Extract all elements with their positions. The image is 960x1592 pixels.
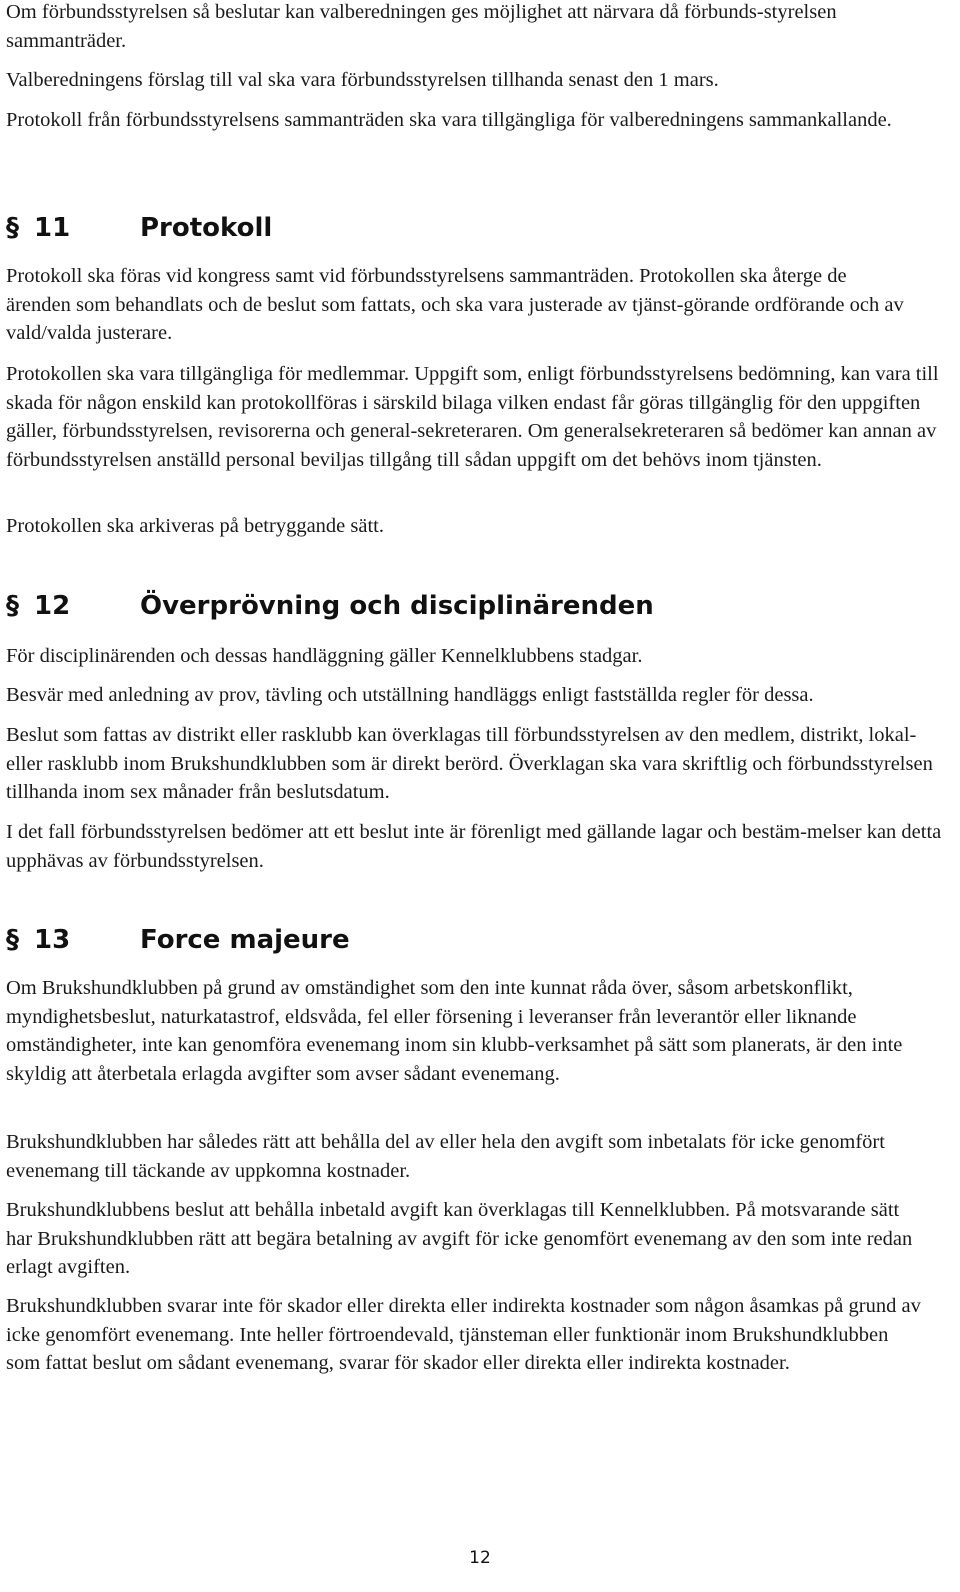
paragraph: Brukshundklubbens beslut att behålla inbetald avgift kan överklagas till Kennelklubben. På motsvarande sätt har Brukshundklubben rätt att begära betalning av avgift för icke genomfört evenemang av den som inte redan erlagt avgiften. [6,1199,913,1278]
paragraph: Protokollen ska arkiveras på betryggande sätt. [6,515,384,537]
section-number: 11 [34,213,71,243]
section-number: 13 [34,925,71,955]
section-number: 12 [34,591,71,621]
section-title: Överprövning och disciplinärenden [140,591,654,621]
paragraph: Brukshundklubben svarar inte för skador eller direkta eller indirekta kostnader som någon åsamkas på grund av icke genomfört evenemang. Inte heller förtroendevald, tjänsteman eller funktionär inom Brukshundklubben som fattat beslut om sådant evenemang, svarar för skador eller direkta eller indirekta kostnader. [6,1295,921,1374]
paragraph: Besvär med anledning av prov, tävling och utställning handläggs enligt fastställda regler för dessa. [6,684,814,706]
paragraph: Protokoll ska föras vid kongress samt vid förbundsstyrelsens sammanträden. Protokollen ska återge de ärenden som behandlats och de beslut som fattats, och ska vara justerade av tjänst-görande ordförande och av vald/valda justerare. [6,265,904,344]
section-heading [6,212,950,244]
paragraph: Beslut som fattas av distrikt eller rasklubb kan överklagas till förbundsstyrelsen av den medlem, distrikt, lokal- eller rasklubb inom Brukshundklubben som är direkt berörd. Överklagan ska vara skriftlig och förbundsstyrelsen tillhanda inom sex månader från beslutsdatum. [6,724,933,803]
page-number: 12 [469,1548,491,1568]
section-heading [6,590,950,622]
section-11 [6,212,950,244]
paragraph: Protokoll från förbundsstyrelsens sammanträden ska vara tillgängliga för valberedningens sammankallande. [6,109,892,131]
section-title: Protokoll [140,213,273,243]
paragraph-sign-icon: § [6,925,19,955]
paragraph: Protokollen ska vara tillgängliga för medlemmar. Uppgift som, enligt förbundsstyrelsens bedömning, kan vara till skada för någon enskild kan protokollföras i särskild bilaga vilken endast får göras tillgänglig för den uppgiften gäller, förbundsstyrelsen, revisorerna och general-sekreteraren. Om generalsekreteraren så bedömer kan annan av förbundsstyrelsen anställd personal beviljas tillgång till sådan uppgift om det behövs inom tjänsten. [6,363,939,471]
paragraph: I det fall förbundsstyrelsen bedömer att ett beslut inte är förenligt med gällande lagar och bestäm-melser kan detta upphävas av förbundsstyrelsen. [6,821,942,872]
paragraph: För disciplinärenden och dessas handläggning gäller Kennelklubbens stadgar. [6,645,643,667]
paragraph: Valberedningens förslag till val ska vara förbundsstyrelsen tillhanda senast den 1 mars. [6,69,719,91]
section-heading [6,924,950,956]
paragraph: Om Brukshundklubben på grund av omständighet som den inte kunnat råda över, såsom arbetskonflikt, myndighetsbeslut, naturkatastrof, eldsvåda, fel eller försening i leveranser från leverantör eller liknande omständigheter, inte kan genomföra evenemang inom sin klubb-verksamhet på sätt som planerats, är den inte skyldig att återbetala erlagda avgifter som avser sådant evenemang. [6,977,903,1085]
section-title: Force majeure [140,925,350,955]
paragraph-sign-icon: § [6,591,19,621]
paragraph-sign-icon: § [6,213,19,243]
section-12 [6,590,950,622]
paragraph: Brukshundklubben har således rätt att behålla del av eller hela den avgift som inbetalats för icke genomfört evenemang till täckande av uppkomna kostnader. [6,1131,885,1182]
paragraph: Om förbundsstyrelsen så beslutar kan valberedningen ges möjlighet att närvara då förbunds-styrelsen sammanträder. [6,1,837,52]
section-13 [6,924,950,956]
